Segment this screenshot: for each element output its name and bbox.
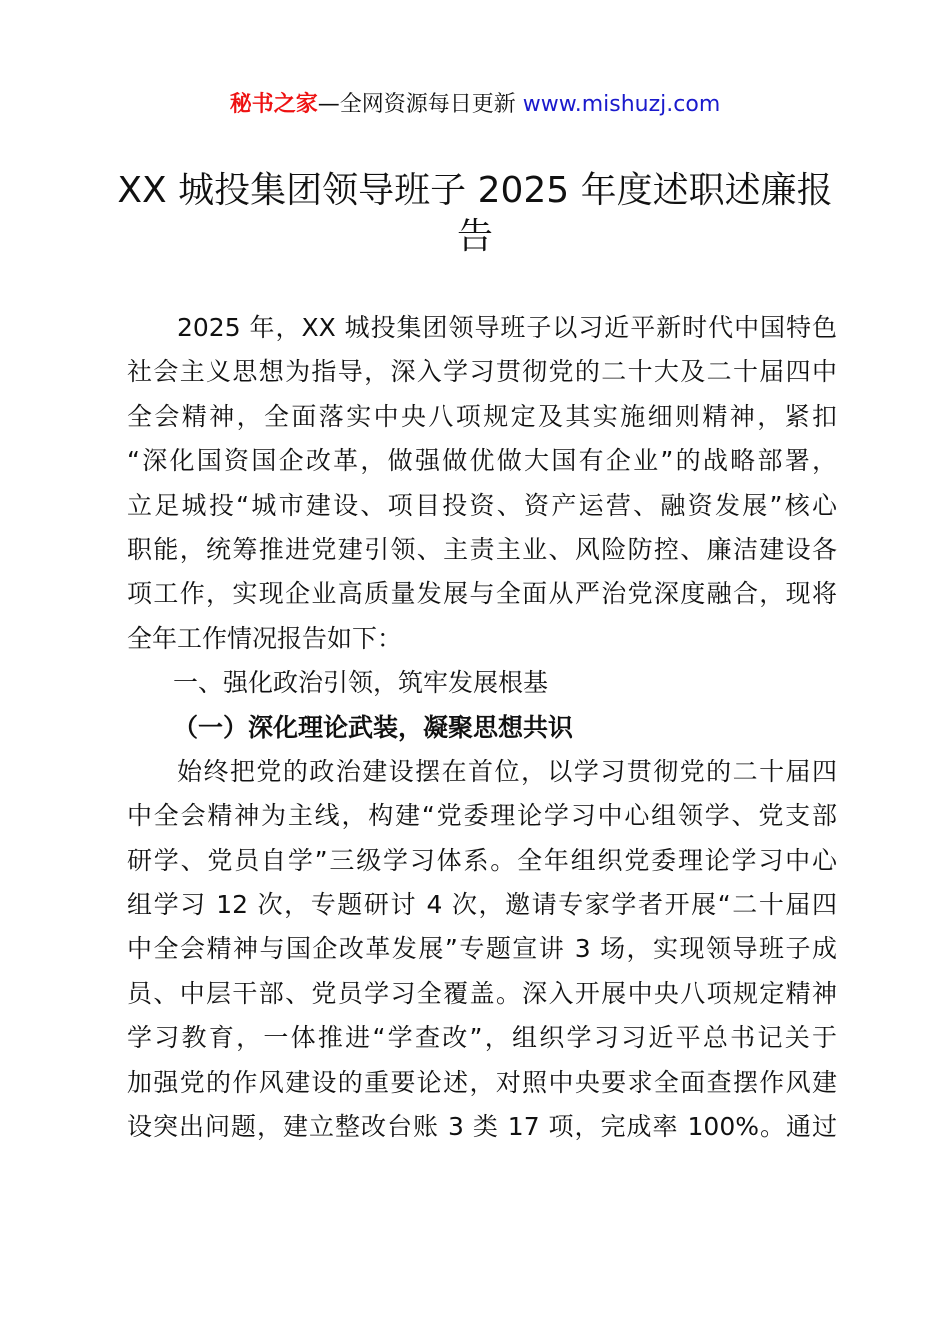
paragraph-line: 加强党的作风建设的重要论述，对照中央要求全面查摆作风建 [127,1067,837,1097]
paragraph-line: 员、中层干部、党员学习全覆盖。深入开展中央八项规定精神 [127,978,837,1008]
site-banner [0,88,950,122]
brand-name: 秘书之家 [229,92,318,117]
paragraph-line: 项工作，实现企业高质量发展与全面从严治党深度融合，现将 [127,579,837,609]
intro-paragraph [127,306,837,661]
paragraph-line: 中全会精神为主线，构建“党委理论学习中心组领学、党支部 [127,801,837,831]
paragraph-line: “深化国资国企改革，做强做优做大国有企业”的战略部署， [127,446,837,476]
paragraph-line: 研学、党员自学”三级学习体系。全年组织党委理论学习中心 [127,845,837,875]
title-line: XX 城投集团领导班子 2025 年度述职述廉报 [117,170,833,211]
section-paragraph [127,750,837,1150]
paragraph-line: 社会主义思想为指导，深入学习贯彻党的二十大及二十届四中 [127,357,837,387]
document-body [127,306,837,1149]
paragraph-line: 组学习 12 次，专题研讨 4 次，邀请专家学者开展“二十届四 [127,890,837,920]
banner-slogan: —全网资源每日更新 [317,92,523,117]
paragraph-line: 学习教育，一体推进“学查改”，组织学习习近平总书记关于 [127,1023,837,1053]
paragraph-line: 全年工作情况报告如下： [127,623,403,653]
section-heading: 一、强化政治引领，筑牢发展根基 [173,668,549,698]
title-line: 告 [456,216,493,257]
paragraph-line: 中全会精神与国企改革发展”专题宣讲 3 场，实现领导班子成 [127,934,837,964]
document-title [100,168,850,260]
paragraph-line: 始终把党的政治建设摆在首位，以学习贯彻党的二十届四 [177,756,837,786]
paragraph-line: 立足城投“城市建设、项目投资、资产运营、融资发展”核心 [127,490,837,520]
paragraph-line: 全会精神，全面落实中央八项规定及其实施细则精神，紧扣 [127,401,837,431]
paragraph-line: 职能，统筹推进党建引领、主责主业、风险防控、廉洁建设各 [127,534,837,564]
site-url-link[interactable]: www.mishuzj.com [522,92,721,117]
paragraph-line: 设突出问题，建立整改台账 3 类 17 项，完成率 100%。通过 [127,1112,837,1142]
subsection-heading: （一）深化理论武装，凝聚思想共识 [173,712,574,742]
paragraph-line: 2025 年，XX 城投集团领导班子以习近平新时代中国特色 [177,313,837,342]
